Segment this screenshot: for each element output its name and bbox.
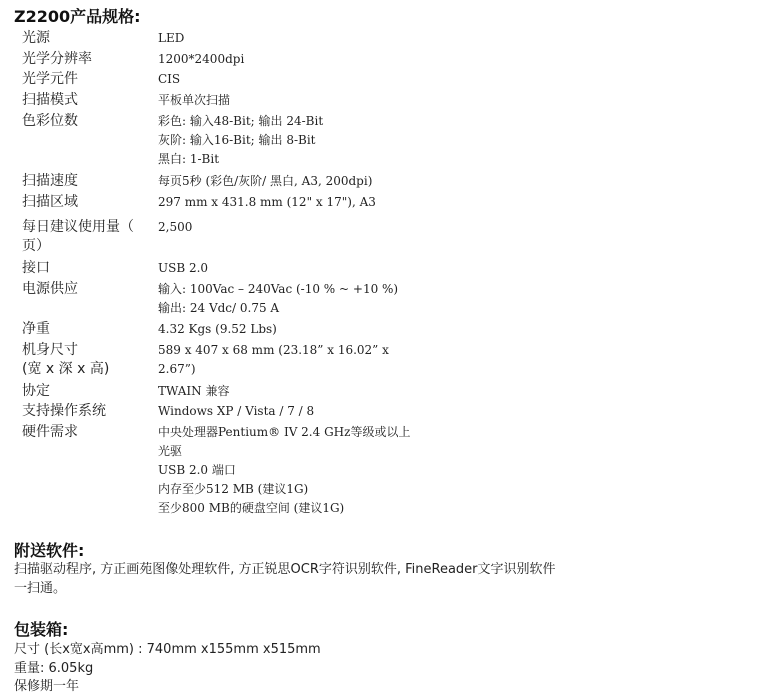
spec-value: 每页5秒 (彩色/灰阶/ 黑白, A3, 200dpi)	[158, 174, 373, 188]
spec-value: 黑白: 1-Bit	[158, 152, 220, 166]
spec-label: 机身尺寸	[22, 342, 78, 358]
spec-value: 中央处理器Pentium® IV 2.4 GHz等级或以上	[158, 425, 411, 439]
spec-label: 扫描速度	[22, 173, 78, 189]
spec-label: 每日建议使用量（	[22, 219, 134, 235]
spec-value: 输出: 24 Vdc/ 0.75 A	[158, 301, 280, 315]
spec-value: 彩色: 输入48-Bit; 输出 24-Bit	[158, 114, 324, 128]
spec-label: 扫描模式	[22, 92, 78, 108]
spec-label: 净重	[22, 321, 50, 337]
spec-label: 接口	[22, 260, 50, 276]
package-weight: 重量: 6.05kg	[14, 661, 94, 676]
spec-label: 电源供应	[22, 281, 78, 297]
spec-value: TWAIN 兼容	[158, 384, 230, 398]
spec-value: Windows XP / Vista / 7 / 8	[158, 404, 315, 418]
spec-value: USB 2.0	[158, 261, 209, 275]
spec-value: 输入: 100Vac – 240Vac (-10 % ~ +10 %)	[158, 282, 399, 296]
spec-value: 297 mm x 431.8 mm (12" x 17"), A3	[158, 195, 376, 209]
spec-label: 光学分辨率	[22, 51, 92, 67]
package-title: 包装箱:	[14, 620, 69, 639]
spec-value: 灰阶: 输入16-Bit; 输出 8-Bit	[158, 133, 316, 147]
spec-label: (宽 x 深 x 高)	[22, 361, 110, 377]
spec-value: 589 x 407 x 68 mm (23.18” x 16.02” x	[158, 343, 389, 357]
spec-value: LED	[158, 31, 185, 45]
spec-value: USB 2.0 端口	[158, 463, 236, 477]
software-title: 附送软件:	[14, 541, 85, 560]
spec-value: 4.32 Kgs (9.52 Lbs)	[158, 322, 277, 336]
spec-label: 扫描区域	[22, 194, 78, 210]
spec-value: CIS	[158, 72, 181, 86]
package-dimensions: 尺寸 (长x宽x高mm) : 740mm x155mm x515mm	[14, 642, 321, 657]
software-line: 扫描驱动程序, 方正画苑图像处理软件, 方正锐思OCR字符识别软件, FineReader文字识别软件	[14, 562, 556, 577]
spec-value: 2,500	[158, 220, 193, 234]
spec-label: 硬件需求	[22, 424, 78, 440]
package-warranty: 保修期一年	[14, 679, 80, 694]
spec-label: 光源	[22, 30, 50, 46]
spec-title: Z2200产品规格:	[14, 7, 141, 26]
spec-value: 2.67”)	[158, 362, 196, 376]
spec-value: 内存至少512 MB (建议1G)	[158, 482, 309, 496]
spec-label: 协定	[22, 383, 50, 399]
spec-value: 至少800 MB的硬盘空间 (建议1G)	[158, 501, 345, 515]
spec-value: 光驱	[158, 444, 183, 458]
spec-label: 支持操作系统	[22, 403, 106, 419]
spec-value: 平板单次扫描	[158, 93, 231, 107]
spec-value: 1200*2400dpi	[158, 52, 245, 66]
software-line: 一扫通。	[14, 581, 67, 596]
spec-label: 页）	[22, 238, 50, 254]
spec-label: 光学元件	[22, 71, 78, 87]
spec-label: 色彩位数	[22, 113, 78, 129]
